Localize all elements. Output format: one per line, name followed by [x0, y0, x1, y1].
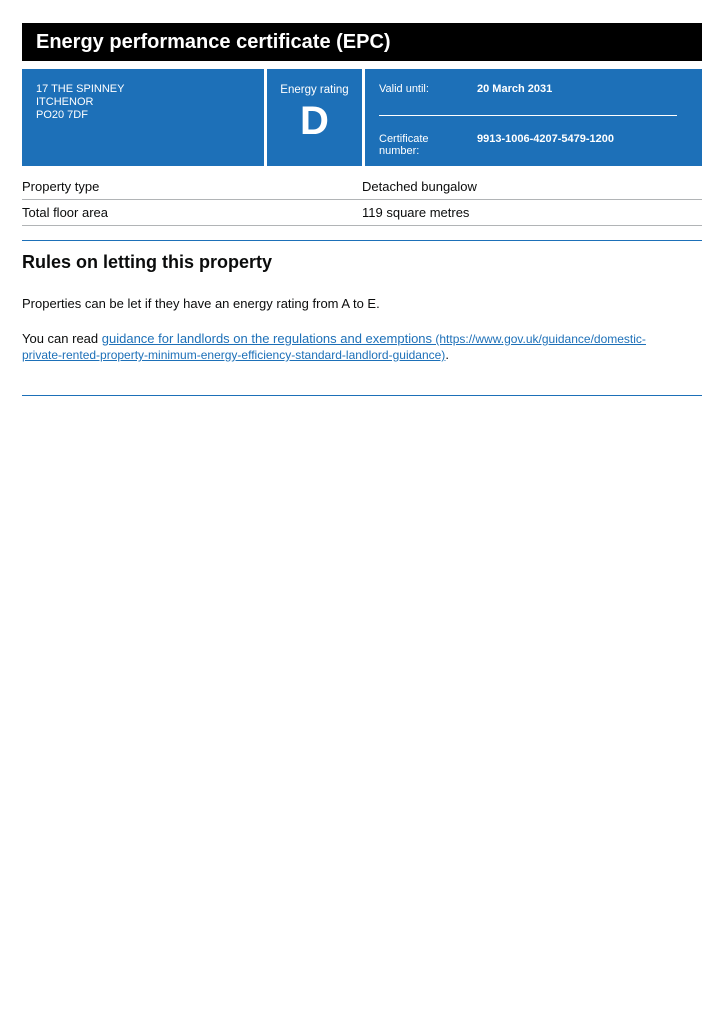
fact-row — [22, 200, 702, 226]
fact-label: Property type — [22, 179, 100, 194]
certificate-panel — [365, 69, 702, 166]
guidance-url-part-2: private-rented-property-minimum-energy-efficiency-standard-landlord-guidance) — [22, 348, 446, 362]
address-line-3: PO20 7DF — [36, 109, 88, 121]
section-divider-bottom — [22, 395, 702, 396]
energy-rating-panel — [267, 69, 362, 166]
guidance-link-text: guidance for landlords on the regulations and exemptions — [101, 331, 433, 346]
page-title: Energy performance certificate (EPC) — [36, 31, 391, 53]
energy-rating-letter: D — [300, 99, 329, 143]
title-bar — [22, 23, 702, 61]
letting-heading: Rules on letting this property — [22, 252, 273, 272]
summary-banner — [22, 69, 702, 166]
address-line-1: 17 THE SPINNEY — [36, 83, 125, 95]
certificate-number-label: Certificate number: — [379, 133, 429, 157]
address-line-2: ITCHENOR — [36, 96, 94, 108]
certificate-divider — [379, 115, 677, 116]
valid-until-label: Valid until: — [379, 83, 429, 95]
certificate-number-value: 9913-1006-4207-5479-1200 — [477, 133, 615, 145]
energy-rating-label: Energy rating — [280, 84, 349, 96]
guidance-link[interactable] — [22, 331, 646, 362]
section-divider-top — [22, 240, 702, 241]
valid-until-value: 20 March 2031 — [477, 83, 553, 95]
guidance-paragraph — [22, 331, 702, 363]
fact-label: Total floor area — [22, 205, 108, 220]
guidance-url-part-1: (https://www.gov.uk/guidance/domestic- — [432, 332, 646, 346]
address-panel — [22, 69, 264, 166]
property-facts — [22, 174, 702, 226]
fact-row — [22, 174, 702, 200]
guidance-suffix: . — [445, 347, 449, 362]
guidance-prefix: You can read — [22, 331, 102, 346]
fact-value: 119 square metres — [362, 205, 470, 220]
fact-value: Detached bungalow — [362, 179, 477, 194]
letting-rule-text: Properties can be let if they have an energy rating from A to E. — [22, 296, 380, 311]
